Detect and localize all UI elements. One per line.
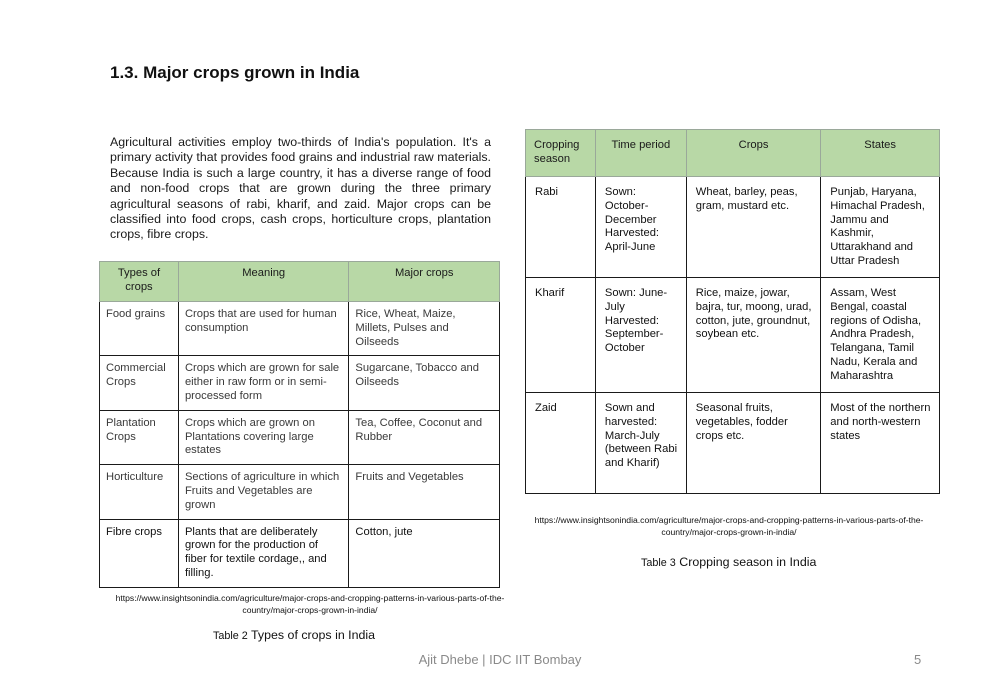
table-cell: Sown and harvested: March-July (between Rabi and Kharif) [595,393,686,494]
caption-number: Table 3 [641,557,676,569]
table-row [100,410,500,464]
header-cell: States [821,130,940,177]
table-cell: Horticulture [100,465,179,519]
caption-text: Types of crops in India [251,628,376,642]
table-row [526,177,940,278]
table-cell: Zaid [526,393,596,494]
table-cell: Sown: October-December Harvested: April-June [595,177,686,278]
table-cell: Crops which are grown on Plantations covering large estates [178,410,348,464]
table-cell: Rice, Wheat, Maize, Millets, Pulses and Oilseeds [349,302,500,356]
page-footer: Ajit Dhebe | IDC IIT Bombay [418,652,582,667]
table-cell: Plantation Crops [100,410,179,464]
page-number: 5 [914,652,922,667]
cropping-season-table [525,129,940,494]
table-cell: Commercial Crops [100,356,179,410]
table-cell: Most of the northern and north-western states [821,393,940,494]
header-cell: Major crops [349,262,500,302]
table-cell: Rabi [526,177,596,278]
table-cell: Sown: June-July Harvested: September-October [595,278,686,393]
table-cell: Fruits and Vegetables [349,465,500,519]
table-row [100,302,500,356]
table-caption [213,628,375,642]
header-cell: Cropping season [526,130,596,177]
table-cell: Seasonal fruits, vegetables, fodder crops etc. [686,393,821,494]
section-heading: 1.3. Major crops grown in India [110,63,360,82]
table-row [100,465,500,519]
table-header-row [100,262,500,302]
table-cell: Crops which are grown for sale either in raw form or in semi-processed form [178,356,348,410]
header-cell: Types of crops [100,262,179,302]
table-row [100,519,500,587]
table-cell: Rice, maize, jowar, bajra, tur, moong, urad, cotton, jute, groundnut, soybean etc. [686,278,821,393]
crop-types-table [99,261,500,588]
table-cell: Sugarcane, Tobacco and Oilseeds [349,356,500,410]
table-source-link[interactable]: https://www.insightsonindia.com/agriculture/major-crops-and-cropping-patterns-in-various-parts-of-the-country/major-crops-grown-in-india/ [115,593,505,615]
table-source-link[interactable]: https://www.insightsonindia.com/agriculture/major-crops-and-cropping-patterns-in-various-parts-of-the-country/major-crops-grown-in-india/ [534,515,924,537]
intro-paragraph: Agricultural activities employ two-thirds of India's population. It's a primary activity that provides food grains and industrial raw materials. Because India is such a large country, it has a diverse range of food and non-food crops that are grown during the three primary agricultural seasons of rabi, kharif, and zaid. Major crops can be classified into food crops, cash crops, horticulture crops, plantation crops, fibre crops. [110,135,491,242]
table-header-row [526,130,940,177]
table-cell: Kharif [526,278,596,393]
table-cell: Food grains [100,302,179,356]
table-row [526,393,940,494]
table-row [100,356,500,410]
header-cell: Time period [595,130,686,177]
table-cell: Punjab, Haryana, Himachal Pradesh, Jammu and Kashmir, Uttarakhand and Uttar Pradesh [821,177,940,278]
table-caption [641,555,816,569]
table-cell: Sections of agriculture in which Fruits and Vegetables are grown [178,465,348,519]
table-cell: Plants that are deliberately grown for the production of fiber for textile cordage,, and filling. [178,519,348,587]
table-row [526,278,940,393]
caption-number: Table 2 [213,630,248,642]
table-cell: Assam, West Bengal, coastal regions of Odisha, Andhra Pradesh, Telangana, Tamil Nadu, Kerala and Maharashtra [821,278,940,393]
caption-text: Cropping season in India [679,555,817,569]
table-cell: Cotton, jute [349,519,500,587]
table-cell: Wheat, barley, peas, gram, mustard etc. [686,177,821,278]
table-cell: Tea, Coffee, Coconut and Rubber [349,410,500,464]
table-cell: Fibre crops [100,519,179,587]
table-cell: Crops that are used for human consumption [178,302,348,356]
header-cell: Meaning [178,262,348,302]
header-cell: Crops [686,130,821,177]
